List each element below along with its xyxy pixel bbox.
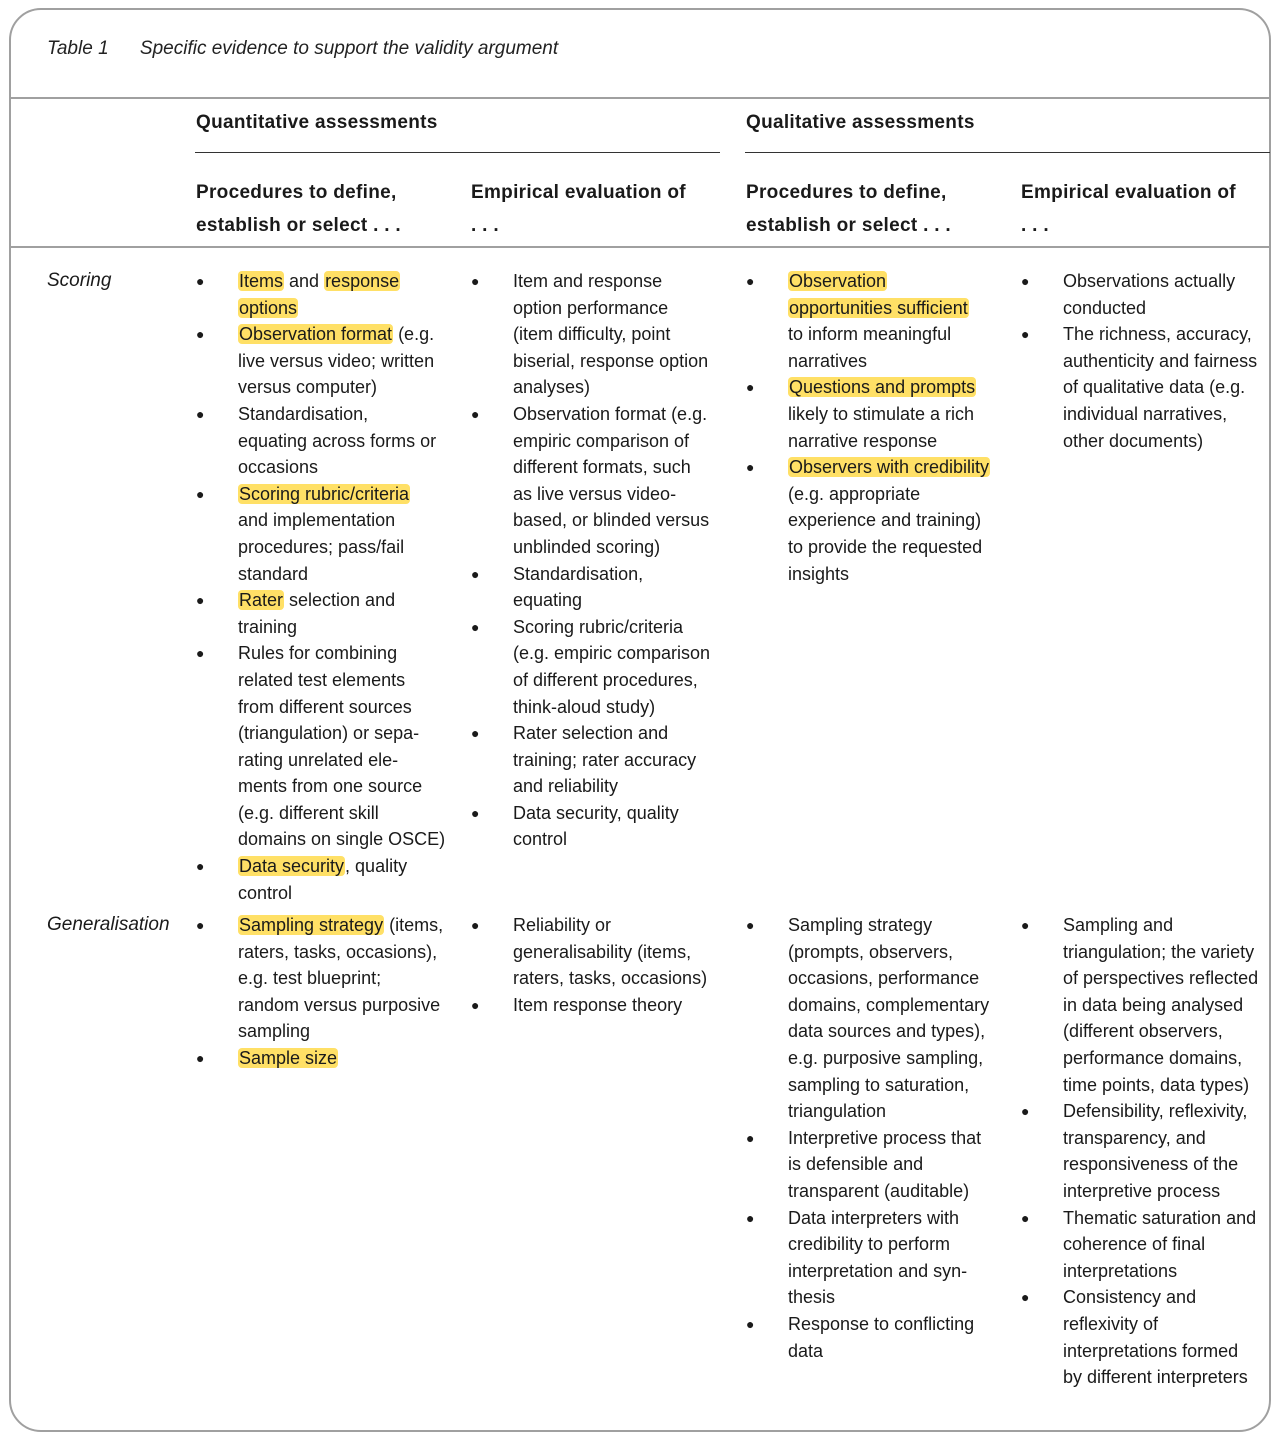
list-item (746, 1125, 1016, 1205)
text-line: sampling (238, 1021, 311, 1042)
text-line: e.g. test blueprint; (238, 968, 382, 989)
text-line: Sampling and (1063, 915, 1174, 935)
text-line: Observation format (e.g. (513, 403, 708, 424)
list-item (196, 912, 466, 1045)
text-line (238, 912, 466, 939)
bullet-icon: ● (746, 1129, 755, 1146)
text-line: individual narratives, (1063, 403, 1228, 424)
text-line: control (513, 829, 568, 850)
text-line (238, 587, 466, 614)
column-header-line: Empirical evaluation of (471, 182, 686, 203)
text-segment: (e.g. (393, 324, 435, 345)
bullet-icon: ● (471, 996, 480, 1013)
text-line: Response to conflicting (788, 1313, 975, 1334)
column-header-line: . . . (1021, 215, 1049, 236)
text-line (788, 374, 1016, 401)
table-cell (1021, 912, 1280, 1391)
bullet-icon: ● (196, 645, 205, 662)
bullet-icon: ● (1021, 1103, 1030, 1120)
text-line: (e.g. different skill (238, 802, 379, 823)
text-line: (e.g. appropriate (788, 483, 921, 504)
list-item (196, 640, 466, 853)
text-line: Sampling strategy (788, 915, 933, 935)
text-line: Observations actually (1063, 271, 1236, 291)
text-line: narrative response (788, 430, 938, 451)
text-line: transparency, and (1063, 1127, 1206, 1148)
list-item (471, 561, 741, 614)
list-item (196, 853, 466, 906)
list-item (196, 481, 466, 587)
text-line (788, 454, 1016, 481)
column-header-line: establish or select . . . (746, 215, 951, 236)
divider (745, 152, 1270, 153)
list-item (471, 992, 741, 1019)
highlighted-text: opportunities sufficient (789, 297, 968, 318)
list-item (471, 800, 741, 853)
list-item (471, 720, 741, 800)
text-line: and reliability (513, 776, 619, 797)
text-line: likely to stimulate a rich (788, 403, 975, 424)
text-line: Rater selection and (513, 723, 669, 744)
text-line: Interpretive process that (788, 1127, 982, 1148)
text-line: coherence of final (1063, 1234, 1206, 1255)
highlighted-text: Sample size (239, 1047, 338, 1068)
text-segment: selection and (284, 590, 396, 611)
bullet-icon: ● (471, 405, 480, 422)
highlighted-text: Sampling strategy (239, 915, 384, 935)
list-item (1021, 321, 1280, 454)
list-item (1021, 268, 1280, 321)
text-line: Item and response (513, 271, 663, 291)
list-item (746, 374, 1016, 454)
text-line: in data being analysed (1063, 994, 1244, 1015)
bullet-icon: ● (196, 592, 205, 609)
text-line: ments from one source (238, 776, 423, 797)
bullet-icon: ● (196, 326, 205, 343)
list-item (746, 912, 1016, 1125)
highlighted-text: Rater (239, 590, 284, 611)
text-line: Item response theory (513, 994, 683, 1015)
text-line: experience and training) (788, 510, 982, 531)
text-line: The richness, accuracy, (1063, 324, 1252, 345)
text-segment: (items, (384, 915, 444, 935)
divider (9, 97, 1271, 99)
text-line: different formats, such (513, 457, 691, 478)
text-line: think-aloud study) (513, 696, 656, 717)
text-line: interpretation and syn- (788, 1260, 968, 1281)
bullet-icon: ● (1021, 1209, 1030, 1226)
highlighted-text: Observers with credibility (789, 457, 990, 478)
text-line: of perspectives reflected (1063, 968, 1259, 989)
bullet-icon: ● (196, 405, 205, 422)
list-item (1021, 1098, 1280, 1204)
divider (9, 246, 1271, 248)
text-line: as live versus video- (513, 483, 677, 504)
bullet-icon: ● (196, 858, 205, 875)
table-cell (746, 912, 1016, 1364)
text-line: rating unrelated ele- (238, 749, 399, 770)
text-line: is defensible and (788, 1154, 924, 1175)
bullet-icon: ● (746, 379, 755, 396)
list-item (196, 321, 466, 401)
highlighted-text: Questions and prompts (789, 377, 976, 398)
text-line: sampling to saturation, (788, 1074, 970, 1095)
table-cell (1021, 268, 1280, 454)
text-line: (triangulation) or sepa- (238, 723, 420, 744)
text-line: e.g. purposive sampling, (788, 1047, 984, 1068)
text-line: live versus video; written (238, 350, 435, 371)
table-cell (471, 268, 741, 853)
list-item (1021, 912, 1280, 1098)
table-cell (196, 268, 466, 906)
bullet-icon: ● (1021, 273, 1030, 289)
text-line: data (788, 1340, 824, 1361)
text-line: standard (238, 563, 309, 584)
column-header (471, 176, 686, 242)
text-line (238, 481, 466, 508)
bullet-icon: ● (746, 917, 755, 933)
text-line: (prompts, observers, (788, 941, 954, 962)
bullet-icon: ● (471, 804, 480, 821)
column-header (196, 176, 401, 242)
list-item (196, 268, 466, 321)
divider (195, 152, 720, 153)
table-cell (746, 268, 1016, 587)
row-label: Scoring (47, 270, 112, 291)
text-line: to inform meaningful (788, 324, 952, 345)
text-segment: , quality (345, 856, 408, 877)
text-line: Standardisation, (513, 563, 644, 584)
text-line: by different interpreters (1063, 1367, 1248, 1388)
text-line: domains, complementary (788, 994, 990, 1015)
list-item (471, 268, 741, 401)
text-line: equating (513, 590, 583, 611)
bullet-icon: ● (471, 565, 480, 582)
text-line: triangulation (788, 1101, 887, 1122)
text-line: (item difficulty, point (513, 324, 671, 345)
column-header-line: Empirical evaluation of (1021, 182, 1236, 203)
text-line (788, 268, 1016, 295)
text-line: interpretations (1063, 1260, 1178, 1281)
text-line: occasions, performance (788, 968, 980, 989)
text-line: triangulation; the variety (1063, 941, 1255, 962)
text-line: Data security, quality (513, 802, 679, 823)
bullet-icon: ● (746, 459, 755, 476)
bullet-icon: ● (746, 1209, 755, 1226)
table-cell (471, 912, 741, 1018)
text-line (238, 295, 466, 322)
list-item (746, 1205, 1016, 1311)
text-line (238, 1045, 466, 1072)
bullet-icon: ● (471, 725, 480, 742)
column-header-line: establish or select . . . (196, 215, 401, 236)
text-line: responsiveness of the (1063, 1154, 1239, 1175)
text-line: interpretations formed (1063, 1340, 1239, 1361)
text-line: control (238, 882, 293, 903)
text-line: related test elements (238, 669, 406, 690)
list-item (196, 1045, 466, 1072)
highlighted-text: Scoring rubric/criteria (239, 483, 410, 504)
text-line (238, 321, 466, 348)
row-label: Generalisation (47, 914, 170, 935)
text-line: training (238, 616, 298, 637)
text-line: reflexivity of (1063, 1313, 1159, 1334)
text-line: training; rater accuracy (513, 749, 697, 770)
text-line: option performance (513, 297, 669, 318)
highlighted-text: response (325, 271, 400, 291)
text-line: credibility to perform (788, 1234, 951, 1255)
text-line: of different procedures, (513, 669, 698, 690)
text-line: equating across forms or (238, 430, 437, 451)
bullet-icon: ● (1021, 326, 1030, 343)
text-line: raters, tasks, occasions) (513, 968, 708, 989)
highlighted-text: Data security (239, 856, 345, 877)
bullet-icon: ● (746, 273, 755, 289)
text-line: Data interpreters with (788, 1207, 960, 1228)
text-line: transparent (auditable) (788, 1180, 970, 1201)
text-line: (e.g. empiric comparison (513, 643, 711, 664)
text-line: other documents) (1063, 430, 1204, 451)
text-line (238, 268, 466, 295)
bullet-icon: ● (1021, 1289, 1030, 1306)
bullet-icon: ● (471, 618, 480, 635)
column-header (746, 176, 951, 242)
text-line: based, or blinded versus (513, 510, 710, 531)
text-line: occasions (238, 457, 319, 478)
text-line: and implementation (238, 510, 396, 531)
text-line: of qualitative data (e.g. (1063, 377, 1246, 398)
column-header-line: . . . (471, 215, 499, 236)
highlighted-text: Items (239, 271, 284, 291)
list-item (1021, 1284, 1280, 1390)
text-line: Standardisation, (238, 403, 369, 424)
text-line (238, 853, 466, 880)
text-line: generalisability (items, (513, 941, 692, 962)
text-line: Thematic saturation and (1063, 1207, 1257, 1228)
list-item (746, 454, 1016, 587)
text-line: Reliability or (513, 915, 612, 935)
column-header-line: Procedures to define, (196, 182, 397, 203)
group-header-quantitative: Quantitative assessments (196, 112, 438, 133)
text-line: domains on single OSCE) (238, 829, 446, 850)
table-number: Table 1 (47, 38, 109, 59)
bullet-icon: ● (746, 1315, 755, 1332)
column-header-line: Procedures to define, (746, 182, 947, 203)
bullet-icon: ● (196, 917, 205, 933)
list-item (1021, 1205, 1280, 1285)
list-item (471, 912, 741, 992)
highlighted-text: Observation (789, 271, 887, 291)
text-line: narratives (788, 350, 868, 371)
text-line: thesis (788, 1287, 836, 1308)
text-line: Scoring rubric/criteria (513, 616, 684, 637)
text-line: empiric comparison of (513, 430, 690, 451)
text-segment: and (284, 271, 325, 291)
table-cell (196, 912, 466, 1072)
list-item (471, 614, 741, 720)
text-line: raters, tasks, occasions), (238, 941, 438, 962)
text-line (788, 295, 1016, 322)
list-item (196, 587, 466, 640)
list-item (746, 1311, 1016, 1364)
text-line: conducted (1063, 297, 1147, 318)
bullet-icon: ● (196, 485, 205, 502)
table-caption (47, 38, 558, 60)
text-line: to provide the requested (788, 536, 983, 557)
text-line: Consistency and (1063, 1287, 1197, 1308)
group-header-qualitative: Qualitative assessments (746, 112, 975, 133)
highlighted-text: Observation format (239, 324, 393, 345)
text-line: authenticity and fairness (1063, 350, 1258, 371)
table-title: Specific evidence to support the validity argument (139, 38, 559, 59)
bullet-icon: ● (196, 1049, 205, 1066)
text-line: unblinded scoring) (513, 536, 661, 557)
text-line: analyses) (513, 377, 591, 398)
highlighted-text: options (239, 297, 298, 318)
text-line: interpretive process (1063, 1180, 1221, 1201)
text-line: insights (788, 563, 850, 584)
list-item (746, 268, 1016, 374)
text-line: (different observers, (1063, 1021, 1223, 1042)
text-line: Defensibility, reflexivity, (1063, 1101, 1248, 1122)
text-line: random versus purposive (238, 994, 441, 1015)
text-line: time points, data types) (1063, 1074, 1250, 1095)
text-line: from different sources (238, 696, 412, 717)
column-header (1021, 176, 1236, 242)
bullet-icon: ● (471, 273, 480, 289)
bullet-icon: ● (1021, 917, 1030, 933)
list-item (196, 401, 466, 481)
bullet-icon: ● (196, 273, 205, 289)
text-line: procedures; pass/fail (238, 536, 405, 557)
text-line: biserial, response option (513, 350, 709, 371)
text-line: data sources and types), (788, 1021, 986, 1042)
text-line: performance domains, (1063, 1047, 1243, 1068)
bullet-icon: ● (471, 917, 480, 933)
text-line: Rules for combining (238, 643, 398, 664)
text-line: versus computer) (238, 377, 378, 398)
list-item (471, 401, 741, 561)
